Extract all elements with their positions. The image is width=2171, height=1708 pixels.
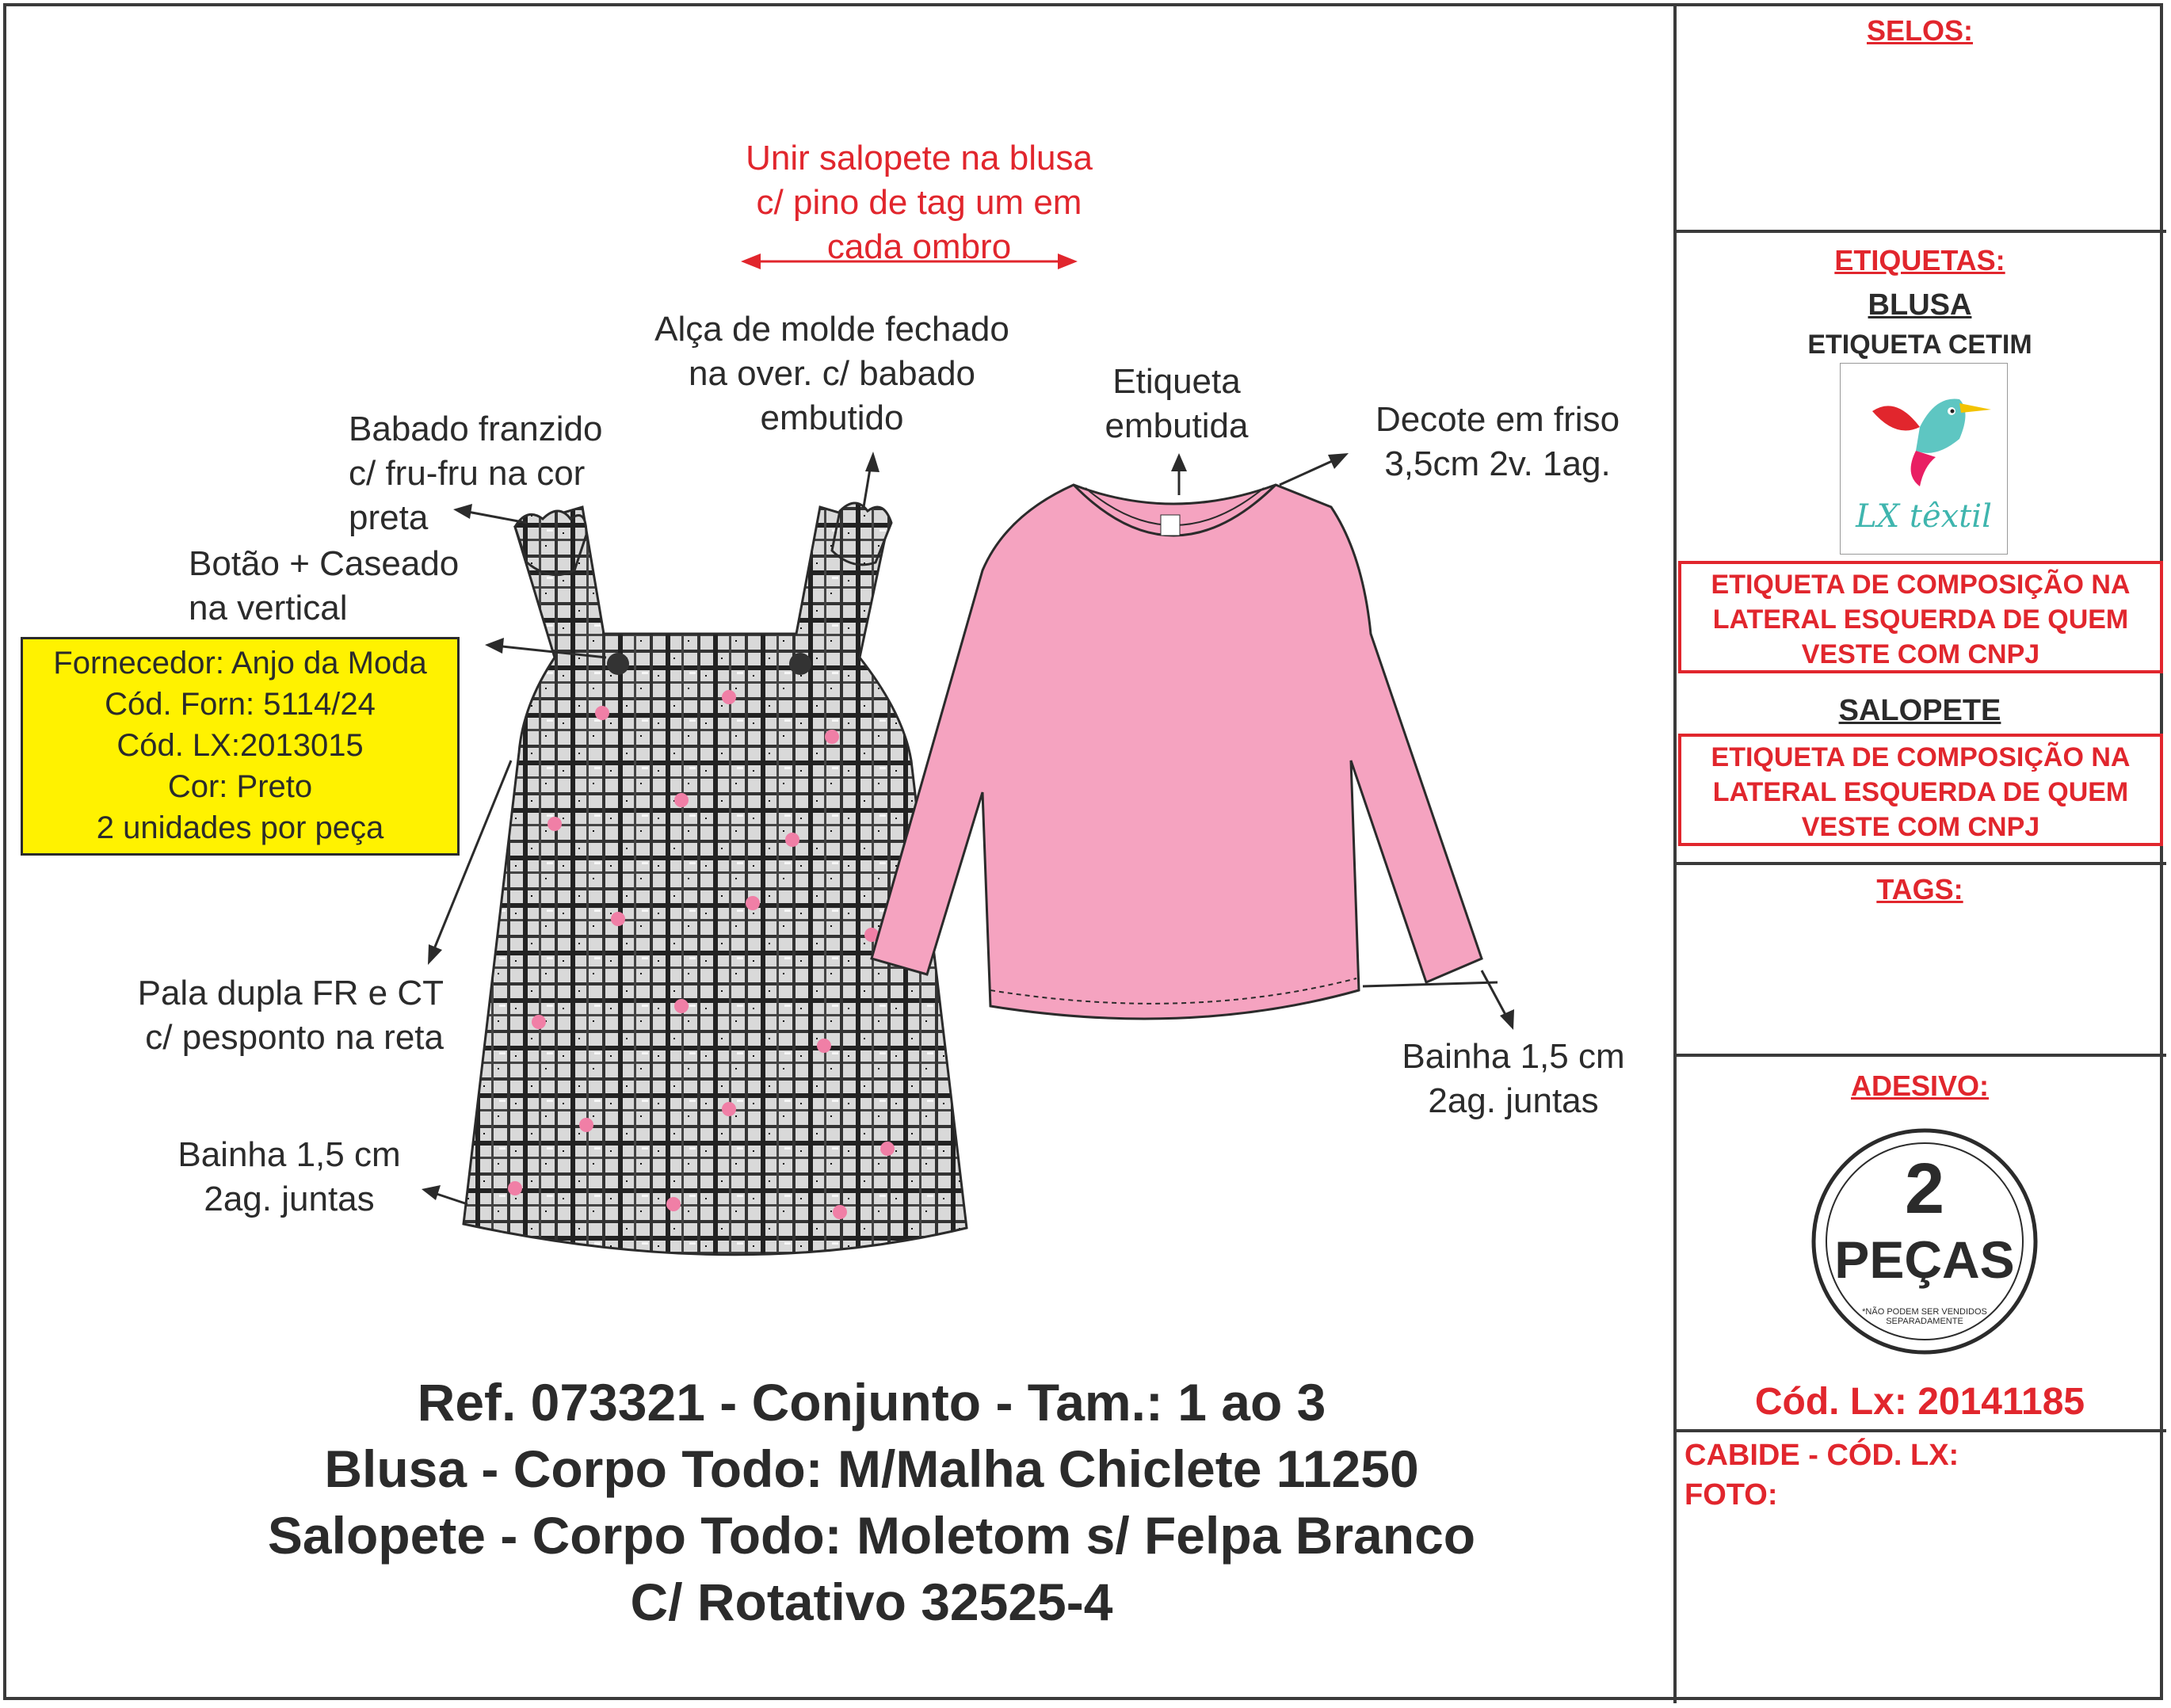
decote-line-2: 3,5cm 2v. 1ag.	[1384, 444, 1611, 483]
composicao-salopete-line-1: ETIQUETA DE COMPOSIÇÃO NA	[1711, 742, 2131, 772]
salopete-title: SALOPETE	[1838, 694, 2001, 727]
composicao-salopete-box	[1678, 734, 2163, 846]
pala-line-1: Pala dupla FR e CT	[137, 974, 444, 1012]
botao-line-1: Botão + Caseado	[189, 544, 460, 583]
lx-textil-logo	[1840, 363, 2008, 555]
sidebar-separator	[1673, 1054, 2166, 1057]
product-ref: Ref. 073321 - Conjunto - Tam.: 1 ao 3	[417, 1373, 1326, 1432]
supplier-box	[21, 637, 460, 856]
alca-line-3: embutido	[760, 398, 904, 437]
babado-line-3: preta	[349, 498, 429, 537]
composicao-blusa-line-3: VESTE COM CNPJ	[1801, 639, 2040, 669]
logo-text: LX têxtil	[1856, 498, 1992, 535]
decote-line-1: Decote em friso	[1375, 400, 1620, 439]
sticker-word: PEÇAS	[1834, 1230, 2015, 1289]
blusa-title: BLUSA	[1868, 288, 1972, 322]
adesivo-title: ADESIVO:	[1850, 1069, 1990, 1102]
blusa-drawing	[872, 485, 1482, 1019]
product-salopete: Salopete - Corpo Todo: Moletom s/ Felpa Branco	[267, 1506, 1476, 1565]
cod-lx: Cód. Lx: 20141185	[1754, 1381, 2085, 1423]
product-info	[79, 1369, 1664, 1635]
botao-annotation	[189, 542, 459, 631]
foto-label: FOTO:	[1685, 1478, 1778, 1512]
alca-line-1: Alça de molde fechado	[654, 310, 1009, 349]
etiquetas-title: ETIQUETAS:	[1834, 244, 2005, 276]
decote-annotation	[1347, 398, 1648, 486]
bainha-left-annotation	[143, 1133, 436, 1222]
tags-title: TAGS:	[1876, 873, 1963, 905]
sidebar-separator	[1673, 1429, 2166, 1432]
sticker-disclaimer: *NÃO PODEM SER VENDIDOS SEPARADAMENTE	[1862, 1307, 1987, 1326]
alca-annotation	[610, 307, 1054, 440]
product-rotativo: C/ Rotativo 32525-4	[630, 1573, 1113, 1631]
selos-title: SELOS:	[1866, 14, 1973, 47]
etiqueta-line-1: Etiqueta	[1112, 362, 1241, 401]
unir-line-1: Unir salopete na blusa	[746, 139, 1093, 177]
sticker-2-pecas	[1810, 1127, 2039, 1356]
alca-line-2: na over. c/ babado	[688, 354, 976, 393]
babado-line-2: c/ fru-fru na cor	[349, 454, 586, 493]
sidebar-separator	[1673, 862, 2166, 865]
supplier-color: Cor: Preto	[167, 769, 313, 804]
bainha-right-annotation	[1363, 1035, 1664, 1123]
sticker-number: 2	[1904, 1149, 1945, 1229]
bainha-right-line-1: Bainha 1,5 cm	[1402, 1037, 1625, 1076]
etiqueta-cetim: ETIQUETA CETIM	[1807, 330, 2032, 360]
etiqueta-line-2: embutida	[1105, 406, 1249, 445]
supplier-units: 2 unidades por peça	[96, 810, 384, 845]
bainha-left-line-1: Bainha 1,5 cm	[177, 1135, 401, 1174]
botao-line-2: na vertical	[189, 589, 348, 627]
cabide-section	[1685, 1435, 1959, 1515]
composicao-blusa-line-1: ETIQUETA DE COMPOSIÇÃO NA	[1711, 570, 2131, 600]
bainha-right-line-2: 2ag. juntas	[1428, 1081, 1599, 1120]
babado-line-1: Babado franzido	[349, 410, 603, 448]
salopete-drawing	[464, 503, 967, 1255]
supplier-name: Fornecedor: Anjo da Moda	[53, 646, 427, 681]
supplier-lx-code: Cód. LX:2013015	[116, 728, 364, 763]
pala-line-2: c/ pesponto na reta	[145, 1018, 444, 1057]
bainha-left-line-2: 2ag. juntas	[204, 1180, 375, 1218]
sidebar-separator	[1673, 230, 2166, 233]
pala-annotation	[79, 971, 444, 1060]
supplier-code: Cód. Forn: 5114/24	[105, 687, 376, 722]
etiqueta-annotation	[1062, 360, 1292, 448]
composicao-salopete-line-2: LATERAL ESQUERDA DE QUEM	[1712, 777, 2129, 807]
composicao-blusa-box	[1678, 561, 2163, 673]
composicao-salopete-line-3: VESTE COM CNPJ	[1801, 812, 2040, 842]
unir-line-2: c/ pino de tag um em	[756, 183, 1082, 222]
unir-line-3: cada ombro	[826, 227, 1012, 266]
product-blusa: Blusa - Corpo Todo: M/Malha Chiclete 11250	[324, 1439, 1419, 1498]
cabide-label: CABIDE - CÓD. LX:	[1685, 1439, 1959, 1472]
unir-annotation	[673, 136, 1165, 269]
babado-annotation	[349, 407, 602, 540]
composicao-blusa-line-2: LATERAL ESQUERDA DE QUEM	[1712, 604, 2129, 635]
